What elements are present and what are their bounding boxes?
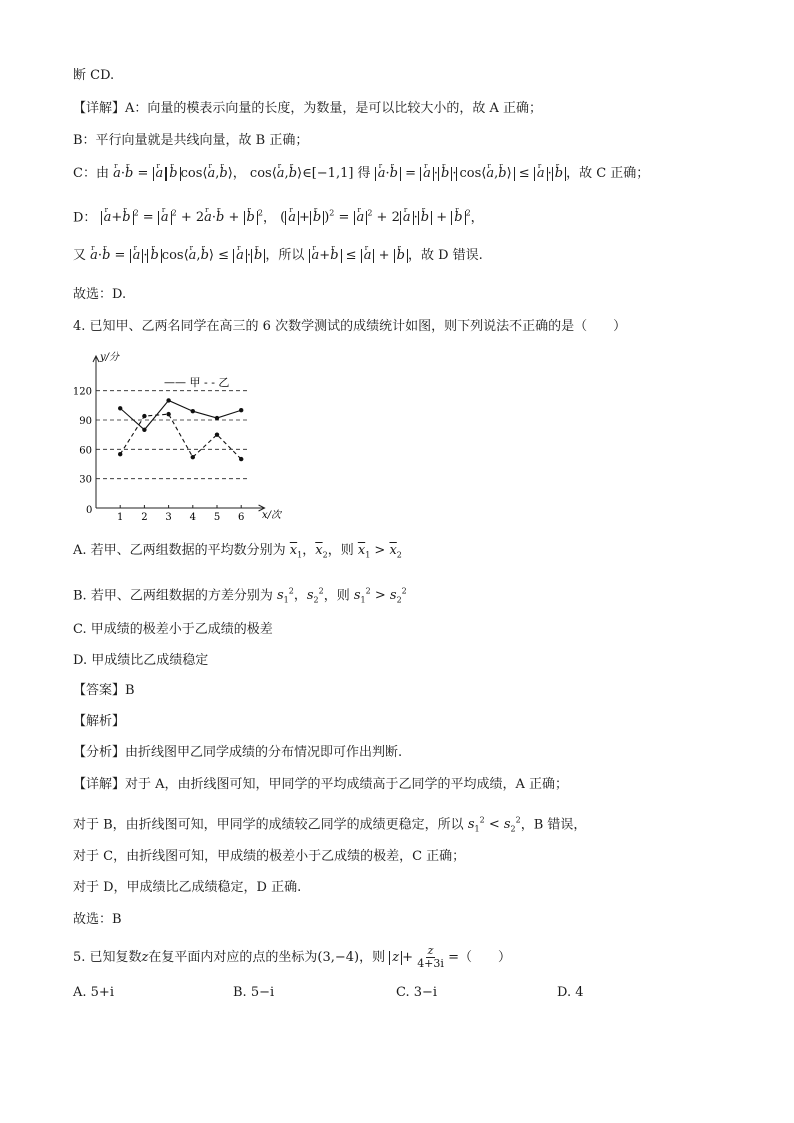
detail-line-e	[73, 248, 483, 264]
text-seg: ，所以	[265, 248, 305, 263]
select-line: 故选：D.	[73, 287, 127, 302]
fenxi-text: 由折线图甲乙同学成绩的分布情况即可作出判断.	[125, 745, 403, 760]
data-point	[142, 414, 146, 418]
chart-legend	[164, 376, 229, 389]
q5-option-d: D. 4	[557, 985, 584, 1000]
point: (3,−4)	[317, 950, 360, 965]
option-text: A. 若甲、乙两组数据的平均数分别为	[73, 543, 286, 558]
text-seg: 对于 B，由折线图可知，甲同学的成绩较乙同学的成绩更稳定，所以	[73, 817, 464, 833]
series-line	[120, 414, 241, 459]
y-axis-label: y/分	[100, 352, 120, 363]
x-tick-label: 2	[141, 512, 148, 523]
text-seg: ，	[262, 210, 276, 226]
formula: r a·r b = r a · r b · cos⟨r a,r b⟩ ≤ r a · r b	[375, 166, 566, 181]
select-line-q4: 故选：B	[73, 912, 122, 927]
formula: $\overline{x}_1$，$\overline{x}_2$	[289, 543, 328, 560]
line-chart	[72, 350, 282, 525]
text-seg: ，故 D 错误.	[407, 248, 483, 263]
text-seg: ，	[470, 210, 484, 226]
option-text: B. 若甲、乙两组数据的方差分别为	[73, 588, 273, 604]
option-d: D. 甲成绩比乙成绩稳定	[73, 653, 209, 668]
text-seg: ，故 C 正确；	[566, 166, 650, 181]
formula: r a·r b = r a r b cos⟨r a,r b⟩	[113, 166, 233, 181]
detail-line-a	[73, 101, 542, 117]
xiangjie-tag: 【详解】	[73, 777, 126, 792]
option-b	[73, 584, 407, 609]
x-axis-label: x/次	[262, 510, 282, 521]
var-z: z	[141, 950, 149, 965]
xiangjie-line	[73, 777, 568, 793]
formula: $\overline{x}_1 > \overline{x}_2$	[357, 543, 402, 560]
data-point	[118, 452, 122, 456]
data-point	[166, 412, 170, 416]
question-4-stem: 4. 已知甲、乙两名同学在高三的 6 次数学测试的成绩统计如图，则下列说法不正确的是（ ）	[73, 319, 627, 334]
x-tick-label: 3	[165, 512, 172, 523]
q5-option-b: B. 5−i	[233, 985, 275, 1000]
text-seg: ，则	[359, 950, 386, 965]
formula: r a·r b = r a · r b cos⟨r a,r b⟩ ≤ r a · r b	[90, 248, 265, 263]
x-tick-label: 4	[189, 512, 196, 523]
y-tick-label: 90	[79, 416, 92, 427]
y-tick-label: 120	[72, 386, 92, 398]
option-a	[73, 543, 402, 564]
detail-line-b: B：平行向量就是共线向量，故 B 正确；	[73, 133, 309, 148]
c-explain-line: 对于 C，由折线图可知，甲成绩的极差小于乙成绩的极差，C 正确；	[73, 849, 466, 864]
chart-series	[118, 398, 243, 461]
data-point	[118, 406, 122, 410]
series-line	[120, 400, 241, 429]
fenxi-line	[73, 745, 402, 761]
formula: $s_1^2 > s_2^2$	[353, 587, 407, 605]
data-point	[191, 455, 195, 459]
detail-line-c	[73, 166, 649, 182]
formula: r a+r b ≤ r a + r b	[309, 248, 408, 263]
formula: ( r a + r b )$^2$ = r a $^2$ + 2 r a · r b + r b $^2$	[280, 210, 471, 225]
abs-z: z	[389, 951, 402, 965]
data-point	[215, 432, 219, 436]
formula: cos⟨r a,r b⟩	[250, 166, 302, 181]
frac-den: 4+3i	[417, 957, 444, 970]
option-c: C. 甲成绩的极差小于乙成绩的极差	[73, 622, 273, 637]
fenxi-tag: 【分析】	[73, 745, 126, 760]
option-text: ，则	[327, 543, 354, 558]
q5-option-a: A. 5+i	[73, 985, 114, 1000]
formula: $s_1^2$，$s_2^2$	[276, 587, 324, 605]
y-tick-label: 60	[79, 445, 92, 457]
question-5-stem: 5. 已知复数z在复平面内对应的点的坐标为(3,−4)，则 z + $\frac{z}{4+3i}$ =（ ）	[73, 944, 511, 970]
text-seg: =（ ）	[448, 950, 511, 965]
y-tick-label: 30	[79, 474, 92, 486]
x-tick-label: 5	[213, 512, 221, 523]
answer-value: B	[125, 683, 135, 698]
answer-line	[73, 683, 135, 699]
text-seg: 又	[73, 248, 87, 263]
text-seg: D：	[73, 210, 97, 226]
data-point	[239, 457, 243, 461]
text-seg: 5. 已知复数	[73, 950, 142, 965]
formula: $s_1^2 < s_2^2$	[467, 816, 521, 834]
data-point	[239, 408, 243, 412]
detail-tag: 【详解】	[73, 101, 126, 116]
origin-label: 0	[86, 505, 93, 516]
text-seg: C：由	[73, 166, 109, 181]
x-tick-label: 6	[238, 512, 245, 523]
option-text: ，则	[323, 588, 350, 604]
frac-num: z	[427, 944, 434, 957]
data-point	[191, 409, 195, 413]
d-explain-line: 对于 D，甲成绩比乙成绩稳定，D 正确.	[73, 880, 302, 895]
xiangjie-text: 对于 A，由折线图可知，甲同学的平均成绩高于乙同学的平均成绩，A 正确；	[125, 777, 569, 792]
legend-text: —— 甲 - - 乙	[164, 376, 230, 389]
formula: r a+r b $^2$ = r a $^2$ + 2r a·r b + r b $^2$	[101, 210, 263, 225]
analysis-tag: 【解析】	[73, 714, 126, 729]
answer-tag: 【答案】	[73, 683, 126, 698]
b-explain-line	[73, 813, 586, 838]
text-seg: ，	[232, 166, 246, 181]
chart-ticks	[73, 387, 244, 523]
chart-gridlines	[96, 391, 247, 479]
text-seg: ∈[−1,1] 得	[302, 166, 371, 181]
text-seg: 在复平面内对应的点的坐标为	[148, 950, 318, 965]
data-point	[215, 416, 219, 420]
fraction	[417, 945, 444, 970]
detail-line-d	[73, 206, 484, 226]
data-point	[142, 428, 146, 432]
text-line: 断 CD.	[73, 68, 115, 83]
text-seg: ，B 错误，	[520, 817, 587, 833]
detail-text: A：向量的模表示向量的长度，为数量，是可以比较大小的，故 A 正确；	[125, 101, 543, 116]
q5-option-c: C. 3−i	[396, 985, 438, 1000]
data-point	[166, 398, 170, 402]
x-tick-label: 1	[117, 512, 124, 523]
